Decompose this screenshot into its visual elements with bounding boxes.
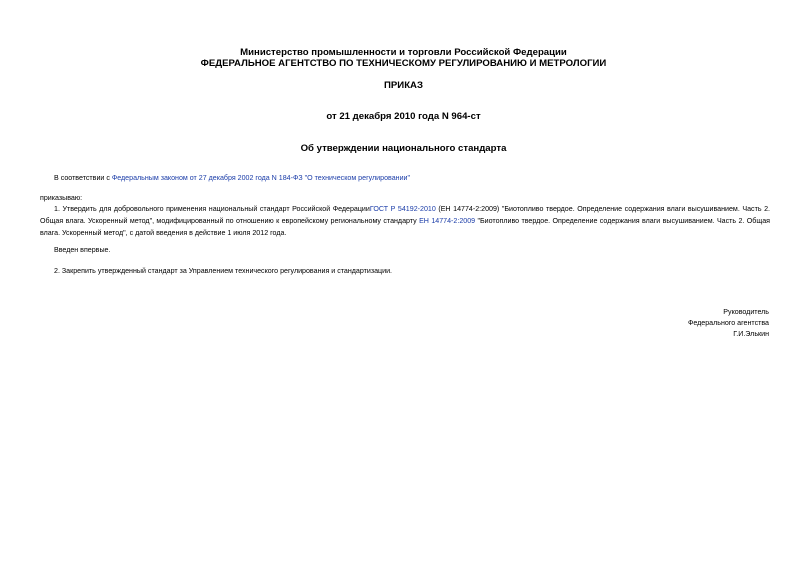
basis-prefix: В соответствии с xyxy=(54,174,112,182)
signature-organization: Федерального агентства xyxy=(687,319,769,327)
document-type-heading: ПРИКАЗ xyxy=(384,80,423,91)
date-number-heading: от 21 декабря 2010 года N 964-ст xyxy=(326,111,481,122)
item-2-paragraph: 2. Закрепить утвержденный стандарт за Управлением технического регулирования и стандартизации. xyxy=(54,267,393,275)
en-standard-link[interactable]: ЕН 14774-2:2009 xyxy=(419,217,476,225)
federal-law-link[interactable]: Федеральным законом от 27 декабря 2002 года N 184-ФЗ "О техническом регулировании" xyxy=(111,174,411,182)
agency-heading: ФЕДЕРАЛЬНОЕ АГЕНТСТВО ПО ТЕХНИЧЕСКОМУ РЕГУЛИРОВАНИЮ И МЕТРОЛОГИИ xyxy=(200,58,607,69)
order-word: приказываю: xyxy=(40,194,83,202)
item-1-paragraph xyxy=(40,203,770,239)
subject-heading: Об утверждении национального стандарта xyxy=(300,143,507,154)
introduced-note: Введен впервые. xyxy=(54,246,111,254)
item-1-suffix: "Биотопливо твердое. Определение содержания влаги высушиванием. Часть 2. Общая влага. Ускоренный метод", с датой введения в действие 1 июля 2012 года. xyxy=(40,217,770,237)
item-1-prefix: 1. Утвердить для добровольного применения национальный стандарт Российской Федерации xyxy=(54,205,370,213)
gost-link[interactable]: ГОСТ Р 54192-2010 xyxy=(369,205,436,213)
signature-title: Руководитель xyxy=(723,308,769,316)
item-1-middle: (ЕН 14774-2:2009) "Биотопливо твердое. Определение содержания влаги высушиванием. Часть 2. Общая влага. Ускоренный метод", модифицированный по отношению к европейскому региональному стандарту xyxy=(40,205,770,225)
signature-name: Г.И.Элькин xyxy=(733,330,769,338)
ministry-heading: Министерство промышленности и торговли Российской Федерации xyxy=(240,47,567,58)
basis-paragraph xyxy=(40,172,770,184)
